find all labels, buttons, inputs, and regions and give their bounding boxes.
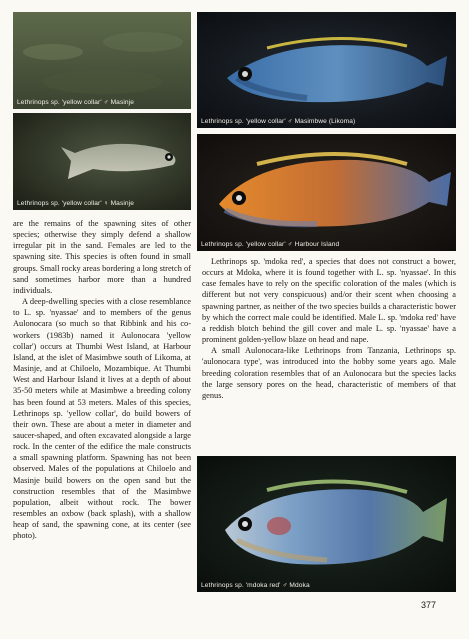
photo-male-mdoka-image (197, 456, 456, 592)
left-paragraph-2: A deep-dwelling species with a close resemblance to L. sp. 'nyassae' and to members of the genus Aulonocara (so much so that Ribbink and his co-workers (1983b) named it Aulonocara 'yellow collar') occurs at Thumbi West Island, at Harbour Island, at the islet of Masimbwe south of Likoma, at Masinje, and at Chiloelo, Mozambique. At Thumbi West and Harbour Island it lives at a depth of about 35-50 meters while at Masimbwe a breeding colony has been found at 53 meters. Males of this species, Lethrinops sp. 'yellow collar', do build bowers of their own. These are about a meter in diameter and saucer-shaped, and often excavated alongside a large rock. In the center of the edifice the male constructs a small spawning platform. Spawning has not been observed. Males of the populations at Chiloelo and Masinje build bowers on the open sand but the construction resembles that of the Masimbwe population, albeit without rock. The bower resembles an oxbow (back splash), with a shallow heap of sand, the spawning cone, at its center (see photo). (13, 297, 191, 541)
photo-male-masinje (13, 12, 191, 109)
photo-caption: Lethrinops sp. 'yellow collar' ♂ Masimbwe (Likoma) (201, 118, 356, 125)
right-column-text (202, 256, 456, 401)
photo-caption: Lethrinops sp. 'mdoka red' ♂ Mdoka (201, 582, 310, 589)
photo-male-masimbwe (197, 12, 456, 128)
photo-caption: Lethrinops sp. 'yellow collar' ♂ Harbour Island (201, 241, 340, 248)
right-paragraph-1: Lethrinops sp. 'mdoka red', a species that does not construct a bower, occurs at Mdoka, where it is found together with L. sp. 'nyassae'. In this case females have to rely on the specific coloration of the males (which is different but not very conspicuous) and/or their scent when choosing a spawning partner, as neither of the two species builds a characteristic bower by which the correct male could be identified. Male L. sp. 'mdoka red' have a reddish blotch behind the gill cover and male L. sp. 'nyassae' have a prominent golden-yellow blaze on head and nape. (202, 257, 456, 345)
left-column-text (13, 218, 191, 542)
photo-female-masinje (13, 113, 191, 210)
photo-male-masimbwe-image (197, 12, 456, 128)
photo-male-masinje-image (13, 12, 191, 109)
photo-caption: Lethrinops sp. 'yellow collar' ♀ Masinje (17, 200, 135, 207)
photo-caption: Lethrinops sp. 'yellow collar' ♂ Masinje (17, 99, 135, 106)
page-number: 377 (420, 600, 436, 610)
left-paragraph-1: are the remains of the spawning sites of other species; otherwise they simply defend a shallow irregular pit in the sand. Females are led to the spawning site. This species is often found in small groups. Small rocky areas bordering a long stretch of sand sometimes harbor more than a hundred individuals. (13, 219, 191, 295)
right-paragraph-2: A small Aulonocara-like Lethrinops from Tanzania, Lethrinops sp. 'aulonocara type', was introduced into the hobby some years ago. Male breeding coloration resembles that of an Aulonocara but the species lacks the large sensory pores on the head, characteristic of members of that genus. (202, 346, 456, 400)
photo-male-mdoka (197, 456, 456, 592)
photo-male-harbour-island-image (197, 134, 456, 251)
photo-female-masinje-image (13, 113, 191, 210)
photo-male-harbour-island (197, 134, 456, 251)
